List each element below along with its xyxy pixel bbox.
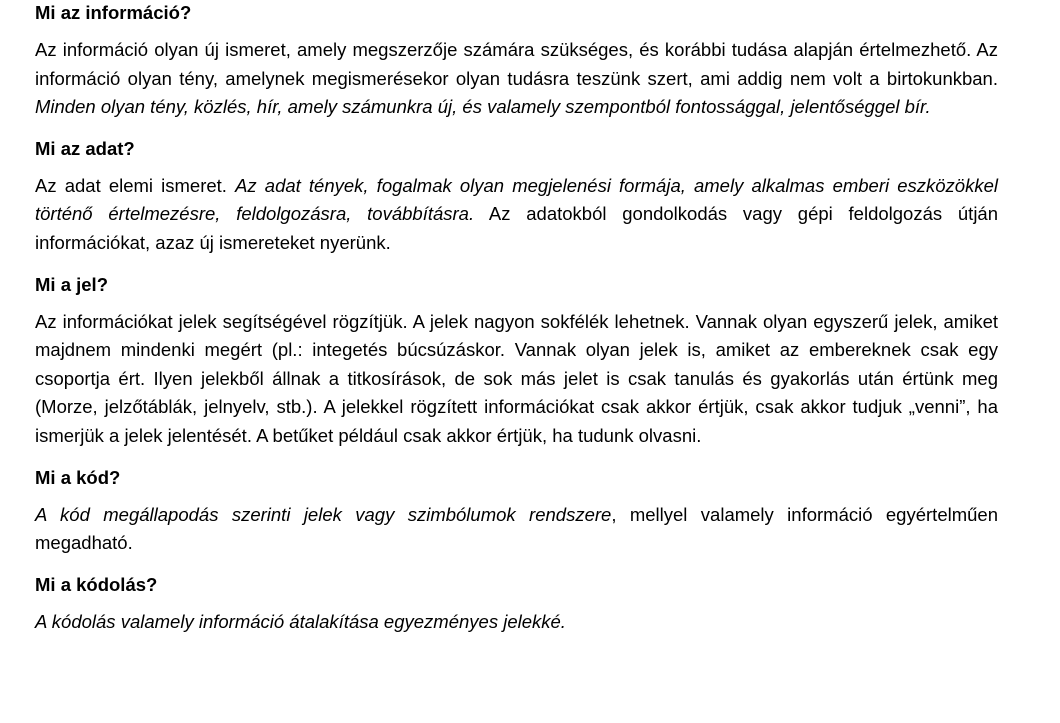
paragraph-jel: [35, 308, 998, 451]
heading-informacio: Mi az információ?: [35, 2, 192, 23]
italic-definition: Az adat tények, fogalmak olyan megjelenési formája, amely alkalmas emberi eszközökkel történő értelmezésre, feldolgozásra, továbbításra.: [35, 174, 998, 225]
italic-definition: A kód megállapodás szerinti jelek vagy szimbólumok rendszere: [35, 503, 612, 525]
text-span: , mellyel valamely információ egyértelműen megadható.: [35, 503, 998, 554]
heading-jel: Mi a jel?: [35, 273, 108, 295]
heading-kodolas: Mi a kódolás?: [35, 573, 158, 595]
text-span: Az adat elemi ismeret.: [35, 174, 236, 196]
paragraph-adat: [35, 172, 998, 258]
heading-kod: Mi a kód?: [35, 466, 121, 488]
text-span: Az információ olyan új ismeret, amely megszerzője számára szükséges, és korábbi tudása alapján értelmezhető. Az információ olyan tény, amelynek megismerésekor olyan tudásra teszünk szert, ami addig nem volt a birtokunkban.: [35, 39, 998, 89]
paragraph-kodolas: [35, 608, 998, 637]
italic-definition: A kódolás valamely információ átalakítása egyezményes jelekké.: [35, 610, 566, 632]
text-span: Az információkat jelek segítségével rögzítjük. A jelek nagyon sokfélék lehetnek. Vannak olyan egyszerű jelek, amiket majdnem mindenki megért (pl.: integetés búcsúzáskor. Vannak olyan jelek is, amiket az embereknek csak egy csoportja ért. Ilyen jelekből állnak a titkosírások, de sok más jelet is csak tanulás és gyakorlás után értünk meg (Morze, jelzőtáblák, jelnyelv, stb.). A jelekkel rögzített információkat csak akkor értjük, csak akkor tudjuk „venni”, ha ismerjük a jelek jelentését. A betűket például csak akkor értjük, ha tudunk olvasni.: [35, 310, 998, 446]
text-span: Az adatokból gondolkodás vagy gépi feldolgozás útján információkat, azaz új ismereteket nyerünk.: [35, 203, 999, 253]
italic-definition: Minden olyan tény, közlés, hír, amely számunkra új, és valamely szempontból fontossággal, jelentőséggel bír.: [35, 96, 931, 118]
paragraph-kod: [35, 501, 998, 558]
paragraph-informacio: [35, 36, 998, 122]
heading-adat: Mi az adat?: [35, 137, 135, 159]
